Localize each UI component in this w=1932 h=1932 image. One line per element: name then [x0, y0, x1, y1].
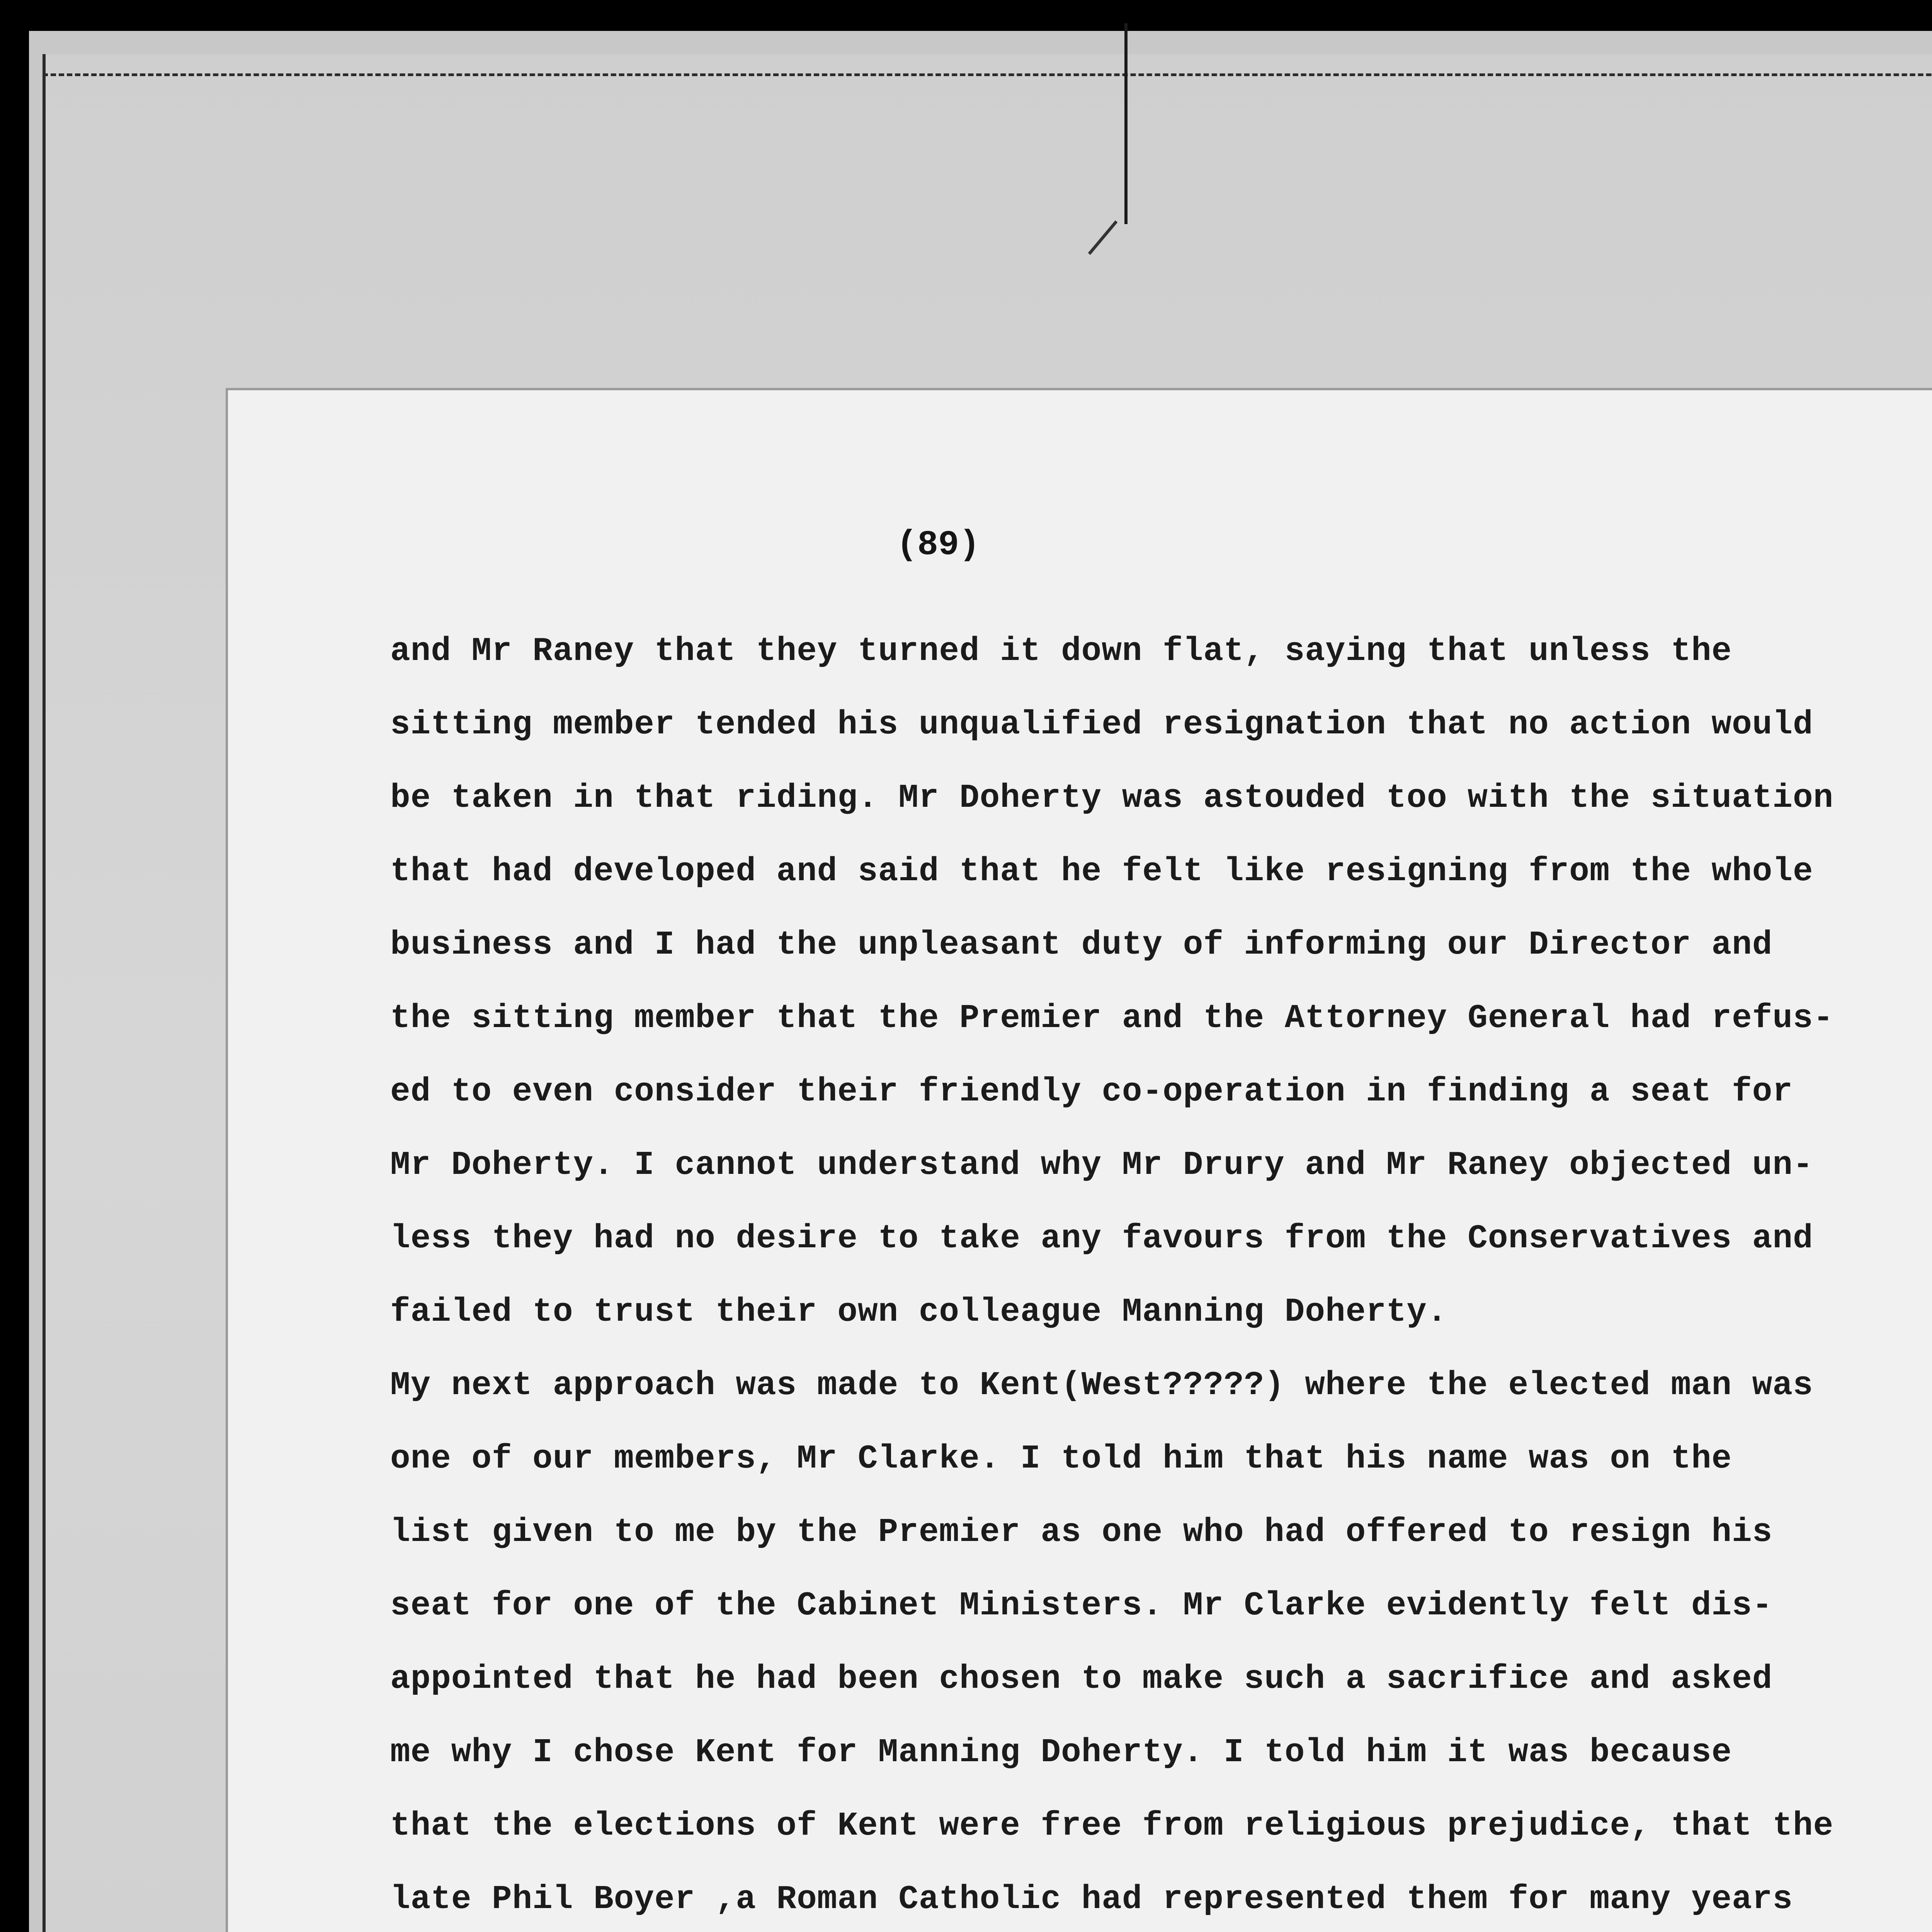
text-line: and Mr Raney that they turned it down flat, saying that unless the — [390, 632, 1732, 670]
dashed-fold-line — [43, 73, 1932, 76]
typed-text-body — [390, 614, 1833, 1932]
text-line: that the elections of Kent were free from religious prejudice, that the — [390, 1807, 1834, 1845]
text-line: one of our members, Mr Clarke. I told him that his name was on the — [390, 1440, 1732, 1478]
text-line: ed to even consider their friendly co-operation in finding a seat for — [390, 1073, 1793, 1111]
text-line: Mr Doherty. I cannot understand why Mr Drury and Mr Raney objected un- — [390, 1146, 1813, 1184]
text-line: sitting member tended his unqualified resignation that no action would — [390, 706, 1813, 743]
text-line: appointed that he had been chosen to make such a sacrifice and asked — [390, 1660, 1773, 1698]
text-line: less they had no desire to take any favours from the Conservatives and — [390, 1219, 1813, 1257]
page-number: (89) — [896, 526, 980, 565]
text-line: failed to trust their own colleague Manning Doherty. — [390, 1293, 1447, 1331]
vertical-divider-line — [1124, 23, 1128, 224]
text-line: business and I had the unpleasant duty of informing our Director and — [390, 926, 1773, 964]
text-line: me why I chose Kent for Manning Doherty. I told him it was because — [390, 1733, 1732, 1771]
text-line: that had developed and said that he felt like resigning from the whole — [390, 852, 1813, 890]
text-line: seat for one of the Cabinet Ministers. Mr Clarke evidently felt dis- — [390, 1587, 1773, 1624]
text-line: My next approach was made to Kent(West?????) where the elected man was — [390, 1366, 1813, 1404]
text-line: be taken in that riding. Mr Doherty was astouded too with the situation — [390, 779, 1834, 817]
text-line: the sitting member that the Premier and the Attorney General had refus- — [390, 999, 1834, 1037]
text-line: late Phil Boyer ,a Roman Catholic had represented them for many years — [390, 1880, 1793, 1918]
text-line: list given to me by the Premier as one who had offered to resign his — [390, 1513, 1773, 1551]
